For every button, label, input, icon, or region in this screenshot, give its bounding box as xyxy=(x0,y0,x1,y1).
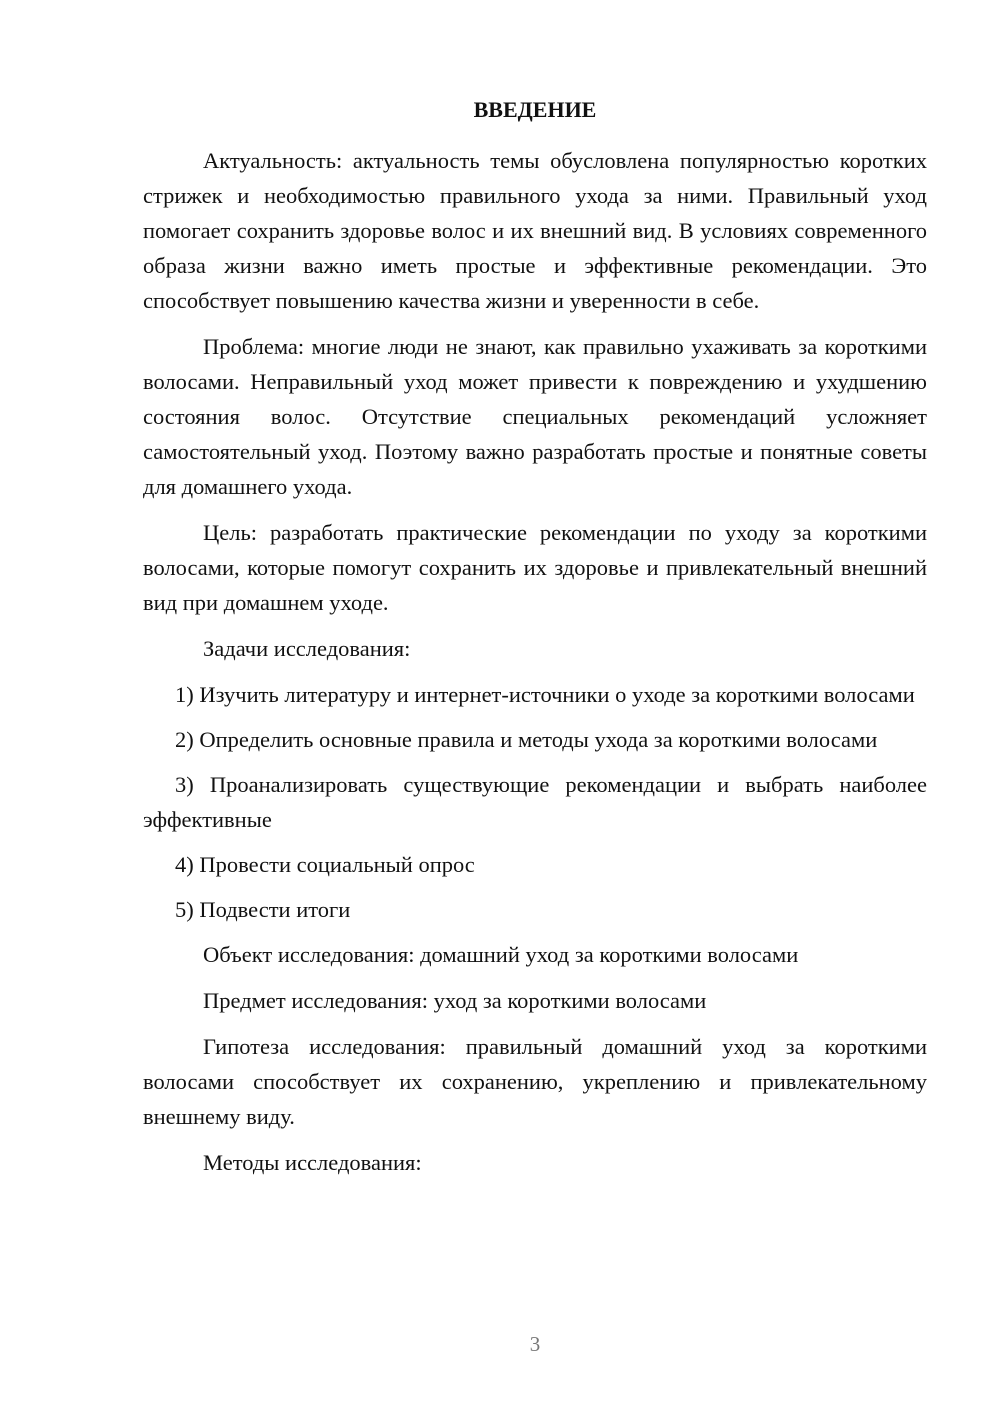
page-title: ВВЕДЕНИЕ xyxy=(473,97,597,122)
goal-paragraph: Цель: разработать практические рекомендации по уходу за короткими волосами, которые помогут сохранить их здоровье и привлекательный внешний вид при домашнем уходе. xyxy=(143,520,927,615)
page-number: 3 xyxy=(529,1332,541,1356)
research-object: Объект исследования: домашний уход за короткими волосами xyxy=(203,942,799,967)
methods-heading: Методы исследования: xyxy=(203,1150,422,1175)
task-item: 2) Определить основные правила и методы ухода за короткими волосами xyxy=(175,727,878,752)
task-item: 1) Изучить литературу и интернет-источники о уходе за короткими волосами xyxy=(175,682,915,707)
task-item: 4) Провести социальный опрос xyxy=(175,852,475,877)
page-body xyxy=(143,94,927,1191)
task-item: 3) Проанализировать существующие рекомендации и выбрать наиболее эффективные xyxy=(143,772,927,832)
relevance-paragraph: Актуальность: актуальность темы обусловлена популярностью коротких стрижек и необходимостью правильного ухода за ними. Правильный уход помогает сохранить здоровье волос и их внешний вид. В условиях современного образа жизни важно иметь простые и эффективные рекомендации. Это способствует повышению качества жизни и уверенности в себе. xyxy=(143,148,927,313)
research-hypothesis: Гипотеза исследования: правильный домашний уход за короткими волосами способствует их сохранению, укреплению и привлекательному внешнему виду. xyxy=(143,1034,927,1129)
research-subject: Предмет исследования: уход за короткими волосами xyxy=(203,988,707,1013)
tasks-heading: Задачи исследования: xyxy=(203,636,411,661)
problem-paragraph: Проблема: многие люди не знают, как правильно ухаживать за короткими волосами. Неправильный уход может привести к повреждению и ухудшению состояния волос. Отсутствие специальных рекомендаций усложняет самостоятельный уход. Поэтому важно разработать простые и понятные советы для домашнего ухода. xyxy=(143,334,927,499)
task-item: 5) Подвести итоги xyxy=(175,897,351,922)
